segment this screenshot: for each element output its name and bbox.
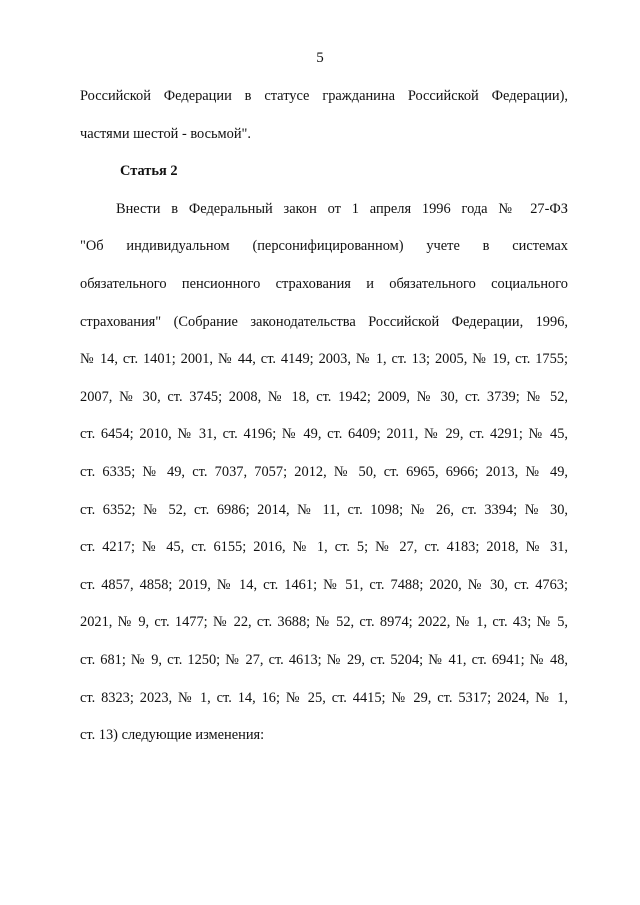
article-line-15: ст. 13) следующие изменения:	[80, 727, 265, 744]
page-number: 5	[316, 50, 324, 66]
article-line-10: ст. 4217; № 45, ст. 6155; 2016, № 1, ст. 5; № 27, ст. 4183; 2018, № 31,	[80, 539, 568, 556]
article-line-13: ст. 681; № 9, ст. 1250; № 27, ст. 4613; № 29, ст. 5204; № 41, ст. 6941; № 48,	[80, 651, 568, 668]
article-line-4: страхования" (Собрание законодательства Российской Федерации, 1996,	[80, 313, 568, 330]
article-line-12: 2021, № 9, ст. 1477; № 22, ст. 3688; № 52, ст. 8974; 2022, № 1, ст. 43; № 5,	[80, 614, 568, 631]
article-line-1: Внести в Федеральный закон от 1 апреля 1996 года № 27-ФЗ	[116, 200, 568, 217]
article-line-6: 2007, № 30, ст. 3745; 2008, № 18, ст. 1942; 2009, № 30, ст. 3739; № 52,	[80, 388, 568, 405]
continuation-line-1: Российской Федерации в статусе гражданина Российской Федерации),	[80, 88, 568, 104]
document-body	[80, 86, 568, 763]
article-line-9: ст. 6352; № 52, ст. 6986; 2014, № 11, ст. 1098; № 26, ст. 3394; № 30,	[80, 501, 568, 518]
article-line-8: ст. 6335; № 49, ст. 7037, 7057; 2012, № 50, ст. 6965, 6966; 2013, № 49,	[80, 463, 568, 480]
article-line-14: ст. 8323; 2023, № 1, ст. 14, 16; № 25, ст. 4415; № 29, ст. 5317; 2024, № 1,	[80, 689, 568, 706]
article-heading: Статья 2	[120, 163, 178, 180]
article-line-7: ст. 6454; 2010, № 31, ст. 4196; № 49, ст. 6409; 2011, № 29, ст. 4291; № 45,	[80, 426, 568, 443]
article-line-11: ст. 4857, 4858; 2019, № 14, ст. 1461; № 51, ст. 7488; 2020, № 30, ст. 4763;	[80, 576, 568, 593]
continuation-line-2: частями шестой - восьмой".	[80, 125, 252, 142]
article-line-5: № 14, ст. 1401; 2001, № 44, ст. 4149; 2003, № 1, ст. 13; 2005, № 19, ст. 1755;	[80, 351, 568, 368]
article-line-2: "Об индивидуальном (персонифицированном) учете в системах	[80, 238, 568, 255]
article-line-3: обязательного пенсионного страхования и обязательного социального	[80, 275, 568, 292]
